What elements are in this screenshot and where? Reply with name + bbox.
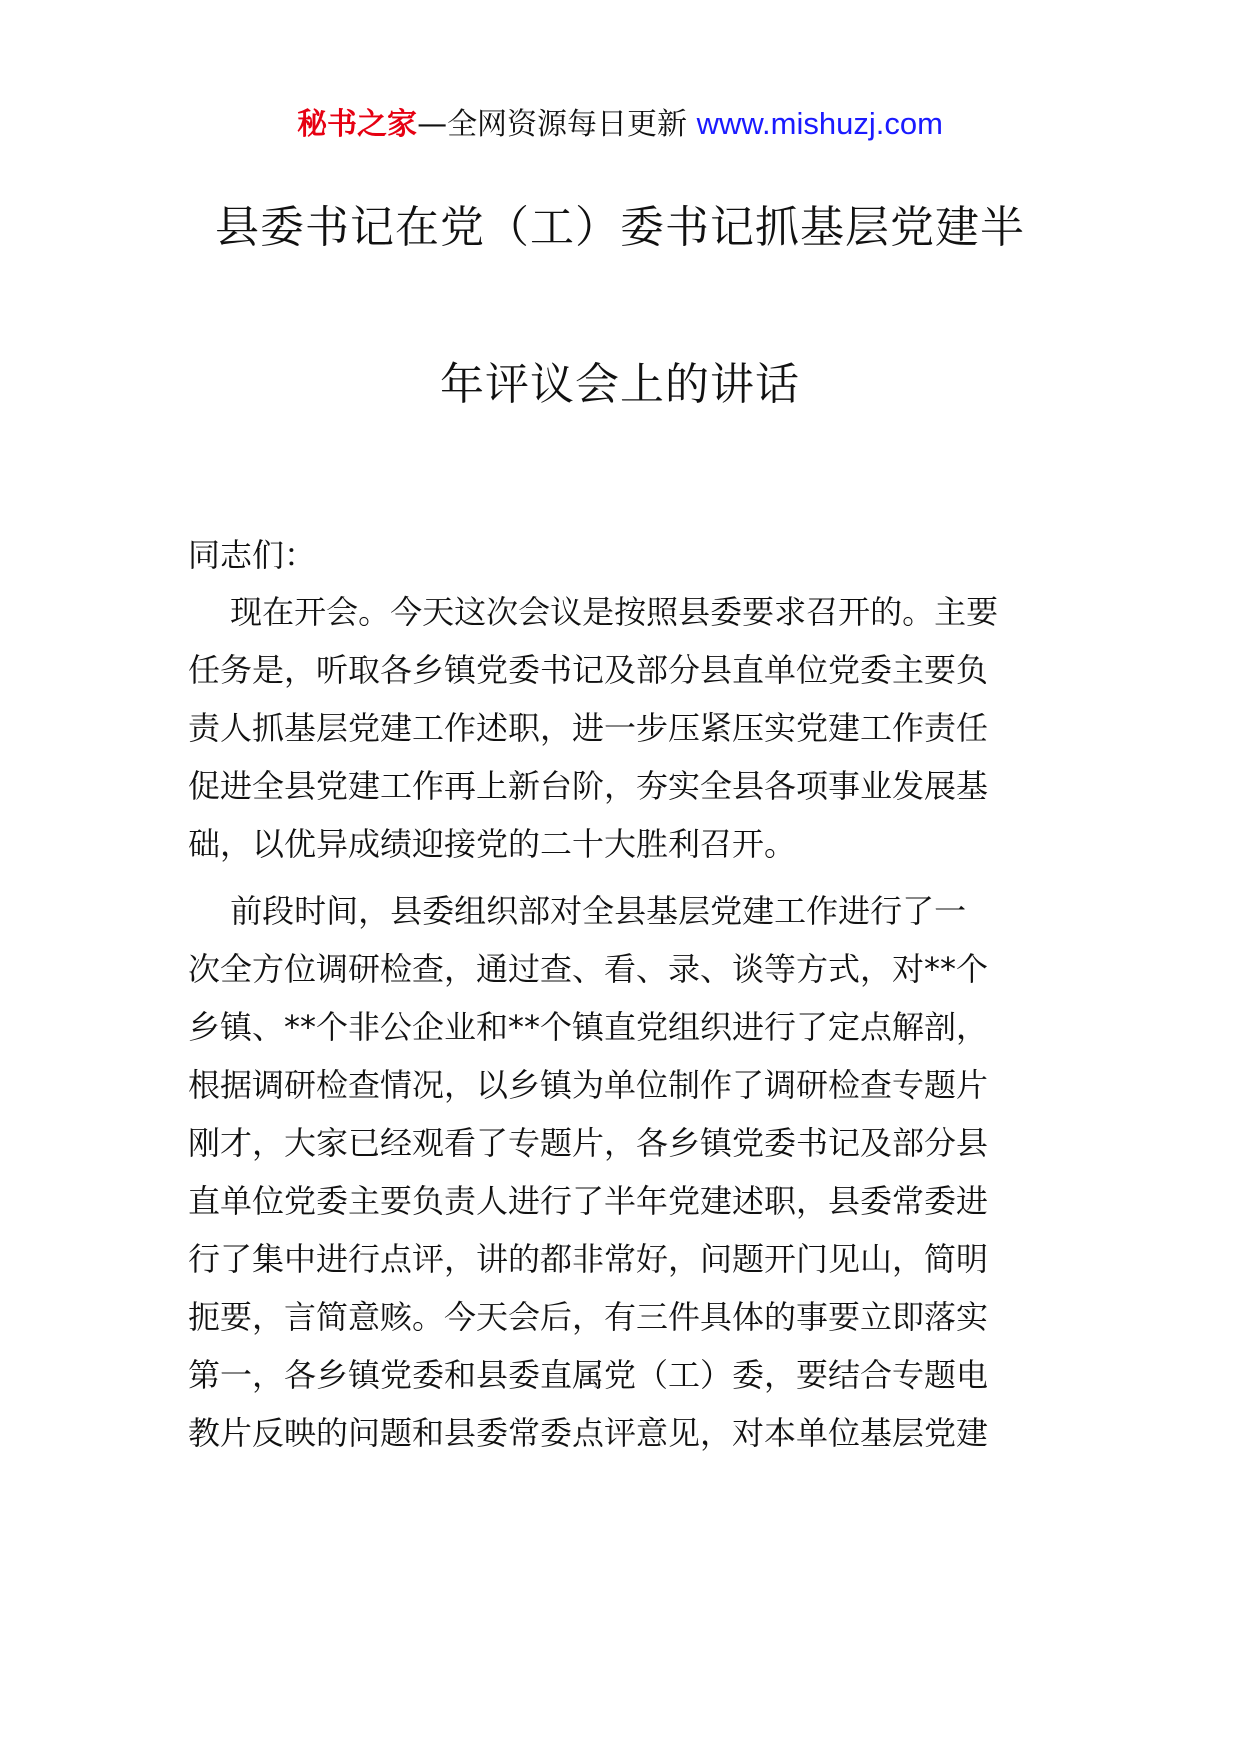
salutation: 同志们： <box>188 536 317 574</box>
watermark-url[interactable]: www.mishuzj.com <box>696 106 943 141</box>
paragraph-line: 根据调研检查情况，以乡镇为单位制作了调研检查专题片 <box>188 1066 989 1104</box>
paragraph-line: 任务是，听取各乡镇党委书记及部分县直单位党委主要负 <box>188 651 989 689</box>
paragraph-line: 教片反映的问题和县委常委点评意见，对本单位基层党建 <box>188 1414 989 1452</box>
document-title-line-2: 年评议会上的讲话 <box>440 359 800 410</box>
paragraph-line: 行了集中进行点评，讲的都非常好，问题开门见山，简明 <box>188 1240 989 1278</box>
paragraph-line: 现在开会。今天这次会议是按照县委要求召开的。主要 <box>188 593 999 631</box>
paragraph-line: 第一，各乡镇党委和县委直属党（工）委，要结合专题电 <box>188 1356 989 1394</box>
paragraph-line: 础，以优异成绩迎接党的二十大胜利召开。 <box>188 825 797 863</box>
watermark-slogan: —全网资源每日更新 <box>417 107 688 142</box>
site-watermark-header <box>0 104 1240 145</box>
paragraph-line: 责人抓基层党建工作述职，进一步压紧压实党建工作责任 <box>188 709 989 747</box>
paragraph-line: 刚才，大家已经观看了专题片，各乡镇党委书记及部分县 <box>188 1124 989 1162</box>
paragraph-line: 前段时间，县委组织部对全县基层党建工作进行了一 <box>188 892 967 930</box>
watermark-brand: 秘书之家 <box>297 107 418 142</box>
paragraph-line: 次全方位调研检查，通过查、看、录、谈等方式，对**个 <box>188 950 989 988</box>
paragraph-line: 促进全县党建工作再上新台阶，夯实全县各项事业发展基 <box>188 767 989 805</box>
document-title-line-1: 县委书记在党（工）委书记抓基层党建半 <box>215 202 1025 253</box>
paragraph-line: 扼要，言简意赅。今天会后，有三件具体的事要立即落实 <box>188 1298 989 1336</box>
paragraph-line: 乡镇、**个非公企业和**个镇直党组织进行了定点解剖， <box>188 1008 989 1046</box>
paragraph-line: 直单位党委主要负责人进行了半年党建述职，县委常委进 <box>188 1182 989 1220</box>
